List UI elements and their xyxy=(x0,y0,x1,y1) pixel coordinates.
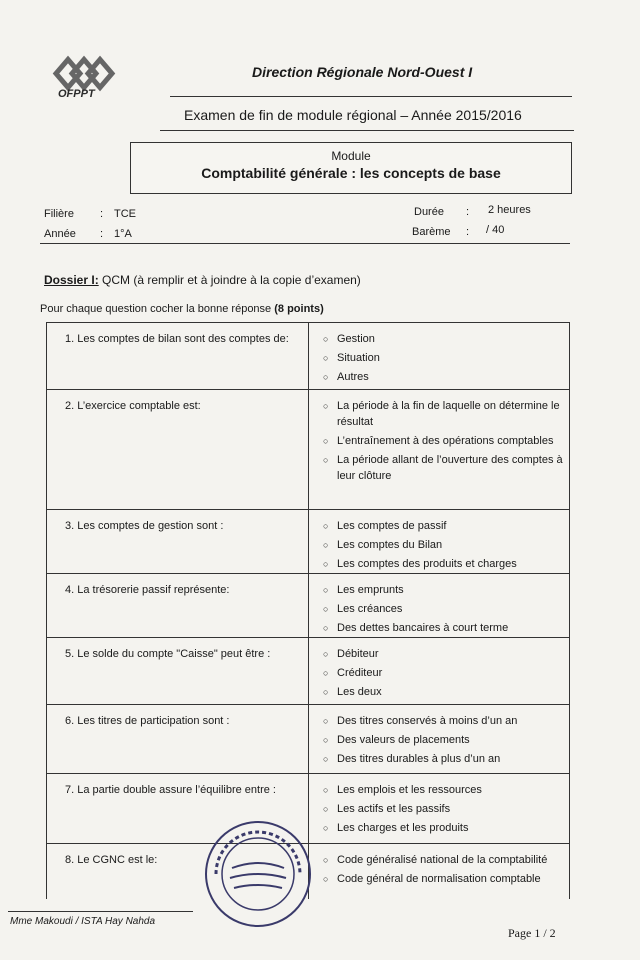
checkbox-circle-icon[interactable]: ○ xyxy=(323,334,329,344)
module-name: Comptabilité générale : les concepts de base xyxy=(201,165,501,181)
bareme-label: Barème xyxy=(412,226,451,238)
checkbox-circle-icon[interactable]: ○ xyxy=(323,804,329,814)
option-label: La période allant de l’ouverture des comptes à leur clôture xyxy=(337,454,563,482)
options-cell xyxy=(309,574,569,637)
question-row xyxy=(47,323,569,390)
option-label: Débiteur xyxy=(337,648,379,660)
logo-text: OFPPT xyxy=(58,88,95,100)
option-label: Les charges et les produits xyxy=(337,822,469,834)
duree-value: 2 heures xyxy=(488,204,531,216)
option-label: Des titres durables à plus d’un an xyxy=(337,753,501,765)
question-text: 1. Les comptes de bilan sont des comptes de: xyxy=(47,323,309,389)
checkbox-circle-icon[interactable]: ○ xyxy=(323,785,329,795)
option-label: Les deux xyxy=(337,686,382,698)
question-text: 7. La partie double assure l’équilibre entre : xyxy=(47,774,309,843)
module-label: Module xyxy=(331,149,371,163)
answer-option[interactable] xyxy=(323,350,565,366)
answer-option[interactable] xyxy=(323,713,565,729)
question-row xyxy=(47,390,569,510)
option-label: Des valeurs de placements xyxy=(337,734,470,746)
answer-option[interactable] xyxy=(323,751,565,767)
option-label: Les comptes des produits et charges xyxy=(337,558,517,570)
options-cell xyxy=(309,844,569,899)
module-box xyxy=(130,142,572,194)
answer-option[interactable] xyxy=(323,398,565,430)
checkbox-circle-icon[interactable]: ○ xyxy=(323,823,329,833)
answer-option[interactable] xyxy=(323,665,565,681)
checkbox-circle-icon[interactable]: ○ xyxy=(323,401,329,411)
option-label: L’entraînement à des opérations comptables xyxy=(337,435,554,447)
colon: : xyxy=(466,226,470,238)
exam-title: Examen de fin de module régional – Année 2015/2016 xyxy=(184,107,522,123)
question-text: 4. La trésorerie passif représente: xyxy=(47,574,309,637)
option-label: Les emplois et les ressources xyxy=(337,784,482,796)
option-label: Les emprunts xyxy=(337,584,404,596)
bareme-value: / 40 xyxy=(486,224,505,236)
checkbox-circle-icon[interactable]: ○ xyxy=(323,716,329,726)
checkbox-circle-icon[interactable]: ○ xyxy=(323,559,329,569)
points-label: (8 points) xyxy=(274,303,324,315)
official-stamp xyxy=(202,818,314,930)
question-row xyxy=(47,638,569,705)
option-label: Les comptes de passif xyxy=(337,520,447,532)
answer-option[interactable] xyxy=(323,518,565,534)
option-label: La période à la fin de laquelle on détermine le résultat xyxy=(337,400,560,428)
checkbox-circle-icon[interactable]: ○ xyxy=(323,604,329,614)
qcm-table xyxy=(46,322,570,899)
answer-option[interactable] xyxy=(323,369,565,385)
answer-option[interactable] xyxy=(323,852,565,868)
question-row xyxy=(47,705,569,774)
author-footer: Mme Makoudi / ISTA Hay Nahda xyxy=(10,916,156,927)
question-row xyxy=(47,574,569,638)
question-text: 2. L’exercice comptable est: xyxy=(47,390,309,509)
option-label: Créditeur xyxy=(337,667,383,679)
checkbox-circle-icon[interactable]: ○ xyxy=(323,668,329,678)
checkbox-circle-icon[interactable]: ○ xyxy=(323,540,329,550)
answer-option[interactable] xyxy=(323,556,565,572)
answer-option[interactable] xyxy=(323,331,565,347)
answer-option[interactable] xyxy=(323,684,565,700)
checkbox-circle-icon[interactable]: ○ xyxy=(323,649,329,659)
question-row xyxy=(47,510,569,574)
colon: : xyxy=(100,228,104,240)
annee-label: Année xyxy=(44,228,76,240)
checkbox-circle-icon[interactable]: ○ xyxy=(323,455,329,465)
options-cell xyxy=(309,638,569,704)
divider xyxy=(170,96,572,97)
dossier-heading xyxy=(44,273,361,287)
option-label: Les créances xyxy=(337,603,403,615)
duree-label: Durée xyxy=(414,206,444,218)
checkbox-circle-icon[interactable]: ○ xyxy=(323,372,329,382)
checkbox-circle-icon[interactable]: ○ xyxy=(323,855,329,865)
checkbox-circle-icon[interactable]: ○ xyxy=(323,585,329,595)
question-text: 6. Les titres de participation sont : xyxy=(47,705,309,773)
question-text: 5. Le solde du compte "Caisse" peut être : xyxy=(47,638,309,704)
direction-title: Direction Régionale Nord-Ouest I xyxy=(252,64,473,80)
dossier-title: Dossier I: xyxy=(44,273,99,287)
answer-option[interactable] xyxy=(323,582,565,598)
answer-option[interactable] xyxy=(323,433,565,449)
page-number: Page 1 / 2 xyxy=(508,926,556,940)
answer-option[interactable] xyxy=(323,601,565,617)
colon: : xyxy=(466,206,470,218)
answer-option[interactable] xyxy=(323,620,565,636)
checkbox-circle-icon[interactable]: ○ xyxy=(323,353,329,363)
option-label: Autres xyxy=(337,371,369,383)
filiere-label: Filière xyxy=(44,208,74,220)
checkbox-circle-icon[interactable]: ○ xyxy=(323,521,329,531)
checkbox-circle-icon[interactable]: ○ xyxy=(323,436,329,446)
options-cell xyxy=(309,390,569,509)
answer-option[interactable] xyxy=(323,732,565,748)
answer-option[interactable] xyxy=(323,801,565,817)
answer-option[interactable] xyxy=(323,537,565,553)
options-cell xyxy=(309,510,569,573)
option-label: Des dettes bancaires à court terme xyxy=(337,622,509,634)
option-label: Code général de normalisation comptable xyxy=(337,873,541,885)
colon: : xyxy=(100,208,104,220)
annee-value: 1°A xyxy=(114,228,132,240)
option-label: Les actifs et les passifs xyxy=(337,803,451,815)
filiere-value: TCE xyxy=(114,208,136,220)
options-cell xyxy=(309,705,569,773)
answer-option[interactable] xyxy=(323,871,565,887)
options-cell xyxy=(309,774,569,843)
answer-option[interactable] xyxy=(323,782,565,798)
option-label: Des titres conservés à moins d’un an xyxy=(337,715,518,727)
divider xyxy=(8,911,193,912)
checkbox-circle-icon[interactable]: ○ xyxy=(323,754,329,764)
option-label: Gestion xyxy=(337,333,375,345)
instruction xyxy=(40,303,324,315)
answer-option[interactable] xyxy=(323,820,565,836)
question-text: 8. Le CGNC est le: xyxy=(47,844,309,899)
answer-option[interactable] xyxy=(323,452,565,484)
question-text: 3. Les comptes de gestion sont : xyxy=(47,510,309,573)
divider xyxy=(40,243,570,244)
option-label: Les comptes du Bilan xyxy=(337,539,443,551)
divider xyxy=(160,130,574,131)
checkbox-circle-icon[interactable]: ○ xyxy=(323,874,329,884)
instruction-text: Pour chaque question cocher la bonne réponse xyxy=(40,303,272,315)
checkbox-circle-icon[interactable]: ○ xyxy=(323,735,329,745)
option-label: Code généralisé national de la comptabilité xyxy=(337,854,548,866)
answer-option[interactable] xyxy=(323,646,565,662)
dossier-subtitle: QCM (à remplir et à joindre à la copie d’examen) xyxy=(102,273,361,287)
option-label: Situation xyxy=(337,352,380,364)
checkbox-circle-icon[interactable]: ○ xyxy=(323,623,329,633)
checkbox-circle-icon[interactable]: ○ xyxy=(323,687,329,697)
options-cell xyxy=(309,323,569,389)
